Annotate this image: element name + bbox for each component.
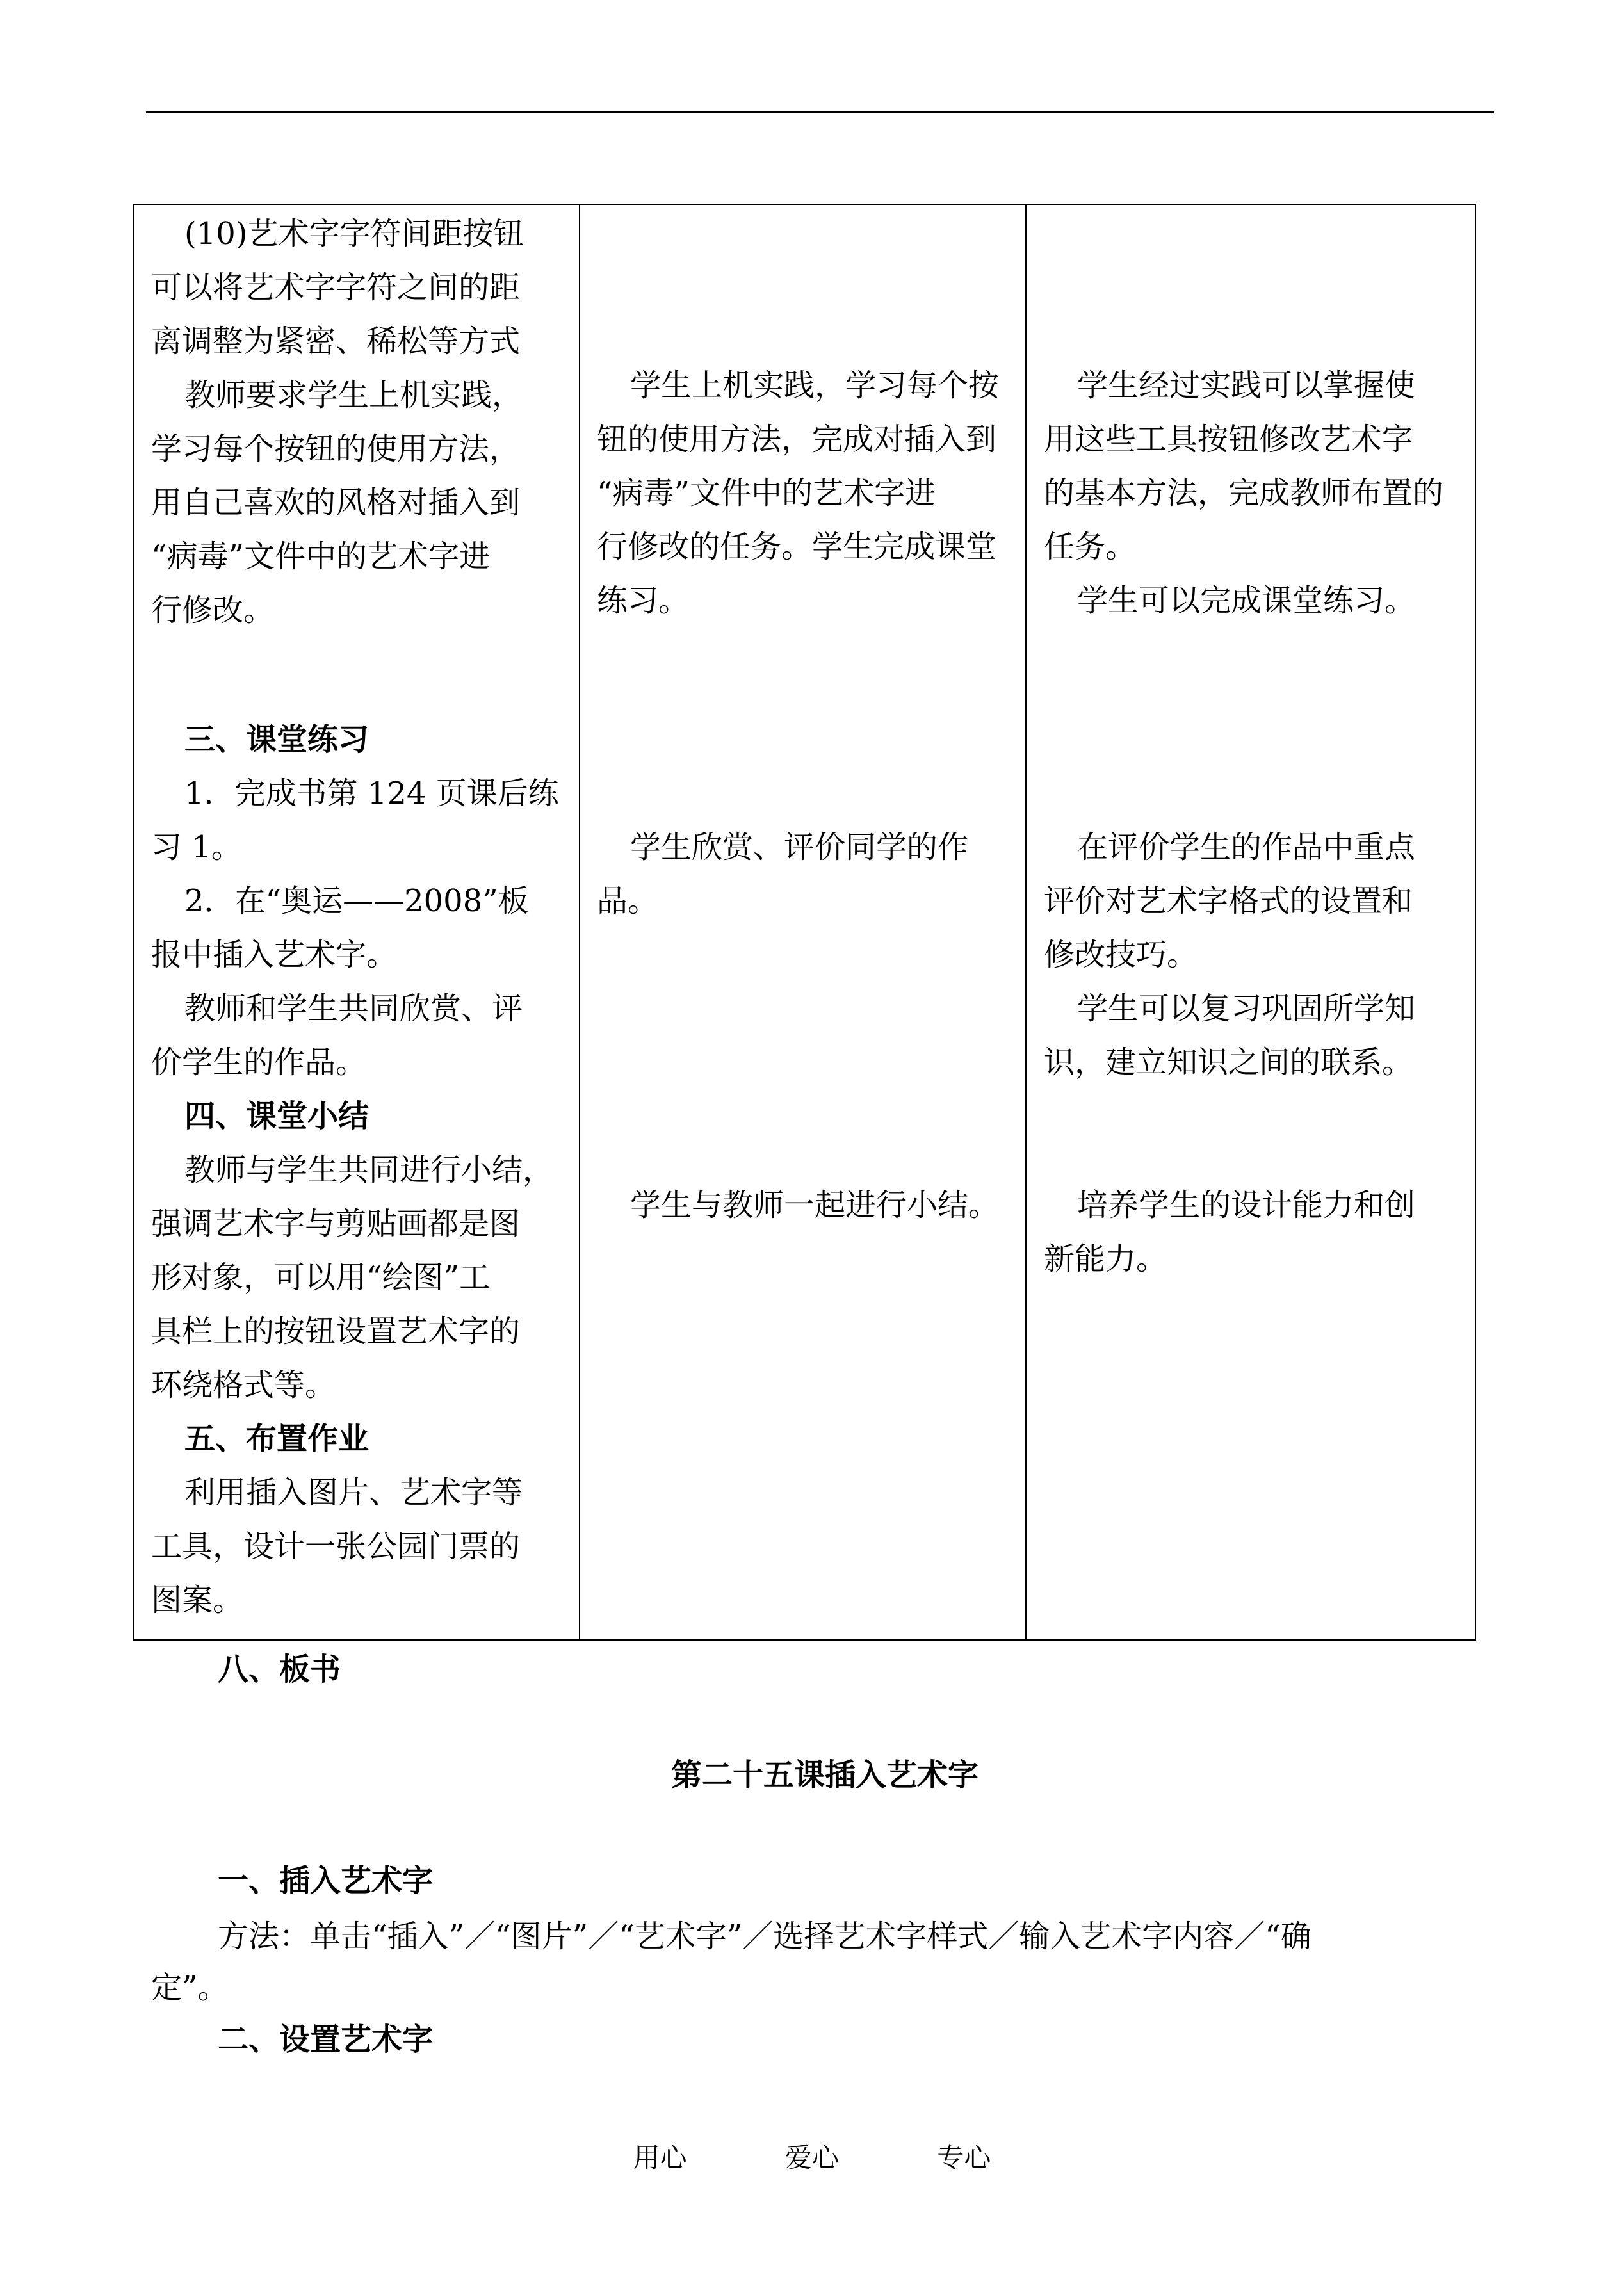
text-line: 环绕格式等。 [151,1367,336,1403]
text-line: 的基本方法，完成教师布置的 [1044,475,1444,511]
header-rule [146,111,1494,113]
text-line: 学生可以复习巩固所学知 [1077,991,1416,1026]
col3-block-3 [1044,1178,1415,1286]
text-line: 报中插入艺术字。 [151,937,398,973]
col1-block-2 [151,713,559,1627]
text-line: 可以将艺术字字符之间的距 [151,270,521,305]
section-title: 五、布置作业 [184,1421,369,1457]
col2-block-2 [597,820,968,928]
text-line: 品。 [597,883,659,919]
board-title: 第二十五课插入艺术字 [671,1757,979,1793]
text-line: “病毒”文件中的艺术字进 [597,475,936,511]
text-line: (10)艺术字字符间距按钮 [184,216,524,252]
text-line: 价学生的作品。 [151,1044,367,1080]
text-line: 教师与学生共同进行小结， [184,1152,554,1188]
section-title: 四、课堂小结 [184,1098,369,1134]
col2-block-1 [597,359,999,628]
text-line: 在评价学生的作品中重点 [1077,829,1416,865]
text-line: 学生可以完成课堂练习。 [1077,583,1416,619]
col3-block-2 [1044,820,1415,1089]
col3-block-1 [1044,359,1443,628]
text-line: 工具，设计一张公园门票的 [151,1529,521,1564]
text-line: “病毒”文件中的艺术字进 [151,539,491,574]
board-method-line: 定”。 [151,1970,229,2006]
col1-block-1 [151,207,524,637]
page-footer [0,2139,1624,2177]
column-divider [1025,205,1027,1639]
text-line: 钮的使用方法，完成对插入到 [597,421,997,457]
board-section-2-title: 二、设置艺术字 [218,2022,434,2057]
text-line: 具栏上的按钮设置艺术字的 [151,1313,521,1349]
text-line: 利用插入图片、艺术字等 [184,1475,523,1511]
section-title: 三、课堂练习 [184,722,369,758]
text-line: 培养学生的设计能力和创 [1077,1187,1416,1223]
text-line: 学生上机实践，学习每个按 [630,368,1000,403]
text-line: 学生与教师一起进行小结。 [630,1187,1000,1223]
board-method-line: 方法：单击“插入”／“图片”／“艺术字”／选择艺术字样式／输入艺术字内容／“确 [218,1918,1311,1954]
board-heading: 八、板书 [218,1651,341,1687]
text-line: 学习每个按钮的使用方法， [151,431,521,467]
text-line: 任务。 [1044,529,1137,565]
text-line: 新能力。 [1044,1241,1167,1277]
text-line: 图案。 [151,1582,244,1618]
text-line: 学生经过实践可以掌握使 [1077,368,1416,403]
text-line: 识，建立知识之间的联系。 [1044,1044,1413,1080]
text-line: 学生欣赏、评价同学的作 [630,829,969,865]
text-line: 强调艺术字与剪贴画都是图 [151,1206,521,1242]
text-line: 教师和学生共同欣赏、评 [184,991,523,1026]
board-section-1-title: 一、插入艺术字 [218,1863,434,1899]
col2-block-3 [597,1178,999,1232]
text-line: 评价对艺术字格式的设置和 [1044,883,1413,919]
text-line: 2．在“奥运——2008”板 [184,883,529,919]
text-line: 教师要求学生上机实践， [184,377,523,413]
text-line: 离调整为紧密、稀松等方式 [151,323,521,359]
footer-word: 专心 [937,2142,991,2173]
text-line: 1．完成书第 124 页课后练 [184,775,559,811]
text-line: 行修改。 [151,592,275,628]
text-line: 修改技巧。 [1044,937,1198,973]
text-line: 练习。 [597,583,690,619]
text-line: 用这些工具按钮修改艺术字 [1044,421,1413,457]
text-line: 行修改的任务。学生完成课堂 [597,529,997,565]
footer-word: 爱心 [784,2142,839,2173]
column-divider [579,205,580,1639]
text-line: 形对象，可以用“绘图”工 [151,1260,491,1295]
text-line: 习 1。 [151,829,242,865]
text-line: 用自己喜欢的风格对插入到 [151,485,521,521]
footer-word: 用心 [633,2142,687,2173]
